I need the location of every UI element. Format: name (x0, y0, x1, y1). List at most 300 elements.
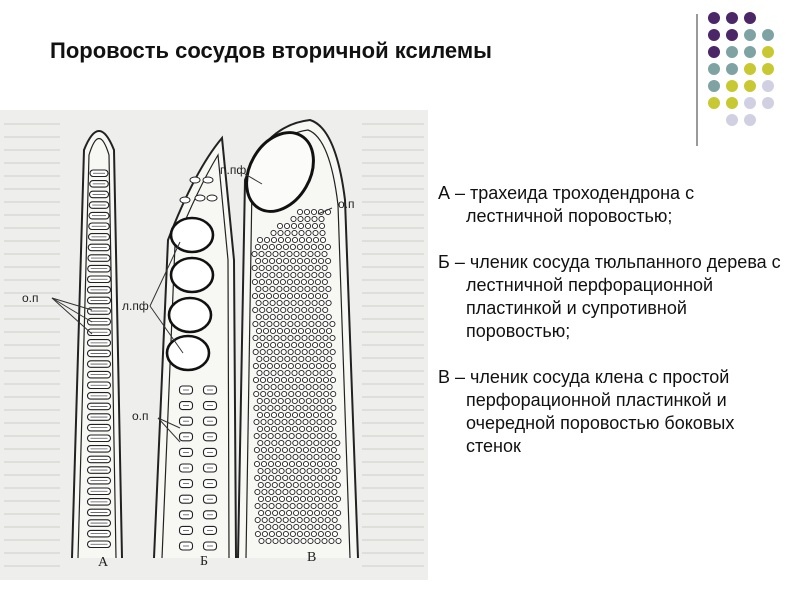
alternate-pit (253, 321, 258, 326)
alternate-pit (278, 230, 283, 235)
alternate-pit (335, 440, 340, 445)
alternate-pit (279, 454, 284, 459)
alternate-pit (262, 503, 267, 508)
alternate-pit (313, 230, 318, 235)
alternate-pit (280, 251, 285, 256)
alternate-pit (294, 524, 299, 529)
alternate-pit (254, 419, 259, 424)
alternate-pit (298, 216, 303, 221)
alternate-pit (306, 370, 311, 375)
alternate-pit (294, 293, 299, 298)
alternate-pit (267, 377, 272, 382)
alternate-pit (288, 335, 293, 340)
alternate-pit (275, 391, 280, 396)
decor-dot (708, 63, 720, 75)
alternate-pit (311, 209, 316, 214)
alternate-pit (314, 482, 319, 487)
alternate-pit (299, 370, 304, 375)
alternate-pit (314, 440, 319, 445)
alternate-pit (335, 454, 340, 459)
alternate-pit (276, 517, 281, 522)
alternate-pit (276, 489, 281, 494)
alternate-pit (273, 538, 278, 543)
alternate-pit (278, 356, 283, 361)
alternate-pit (287, 293, 292, 298)
alternate-pit (286, 426, 291, 431)
alternate-pit (325, 475, 330, 480)
alternate-pit (302, 307, 307, 312)
alternate-pit (280, 279, 285, 284)
alternate-pit (328, 482, 333, 487)
alternate-pit (323, 307, 328, 312)
alternate-pit (316, 335, 321, 340)
alternate-pit (332, 517, 337, 522)
panel-letter-c: В (307, 550, 317, 565)
alternate-pit (315, 510, 320, 515)
alternate-pit (258, 426, 263, 431)
alternate-pit (275, 461, 280, 466)
alternate-pit (276, 244, 281, 249)
alternate-pit (254, 405, 259, 410)
alternate-pit (265, 440, 270, 445)
alternate-pit (300, 482, 305, 487)
alternate-pit (305, 223, 310, 228)
alternate-pit (322, 265, 327, 270)
alternate-pit (269, 244, 274, 249)
alternate-pit (291, 286, 296, 291)
alternate-pit (326, 272, 331, 277)
alternate-pit (312, 300, 317, 305)
alternate-pit (296, 447, 301, 452)
alternate-pit (318, 475, 323, 480)
alternate-pit (271, 237, 276, 242)
alternate-pit (318, 244, 323, 249)
alternate-pit (256, 258, 261, 263)
figure-caption (438, 182, 790, 481)
alternate-pit (255, 475, 260, 480)
alternate-pit (322, 510, 327, 515)
alternate-pit (284, 328, 289, 333)
alternate-pit (298, 286, 303, 291)
alternate-pit (329, 510, 334, 515)
alternate-pit (261, 405, 266, 410)
alternate-pit (315, 279, 320, 284)
alternate-pit (263, 272, 268, 277)
alternate-pit (307, 454, 312, 459)
alternate-pit (277, 300, 282, 305)
alternate-pit (301, 251, 306, 256)
alternate-pit (330, 321, 335, 326)
alternate-pit (302, 377, 307, 382)
alternate-pit (307, 468, 312, 473)
alternate-pit (255, 531, 260, 536)
alternate-pit (323, 349, 328, 354)
alternate-pit (284, 272, 289, 277)
alternate-pit (312, 272, 317, 277)
alternate-pit (274, 335, 279, 340)
alternate-pit (255, 244, 260, 249)
decor-dot (744, 12, 756, 24)
alternate-pit (261, 391, 266, 396)
decor-dot (726, 97, 738, 109)
alternate-pit (292, 230, 297, 235)
alternate-pit (272, 482, 277, 487)
alternate-pit (322, 524, 327, 529)
alternate-pit (260, 363, 265, 368)
decor-dot (744, 114, 756, 126)
alternate-pit (294, 279, 299, 284)
alternate-pit (302, 335, 307, 340)
alternate-pit (273, 251, 278, 256)
alternate-pit (331, 391, 336, 396)
alternate-pit (336, 538, 341, 543)
alternate-pit (264, 342, 269, 347)
alternate-pit (259, 251, 264, 256)
alternate-pit (272, 426, 277, 431)
alternate-pit (307, 426, 312, 431)
alternate-pit (274, 377, 279, 382)
alternate-pit (315, 265, 320, 270)
decor-dot (744, 97, 756, 109)
alternate-pit (295, 335, 300, 340)
alternate-pit (258, 440, 263, 445)
decor-dot (708, 97, 720, 109)
alternate-pit (280, 293, 285, 298)
alternate-pit (319, 272, 324, 277)
alternate-pit (305, 314, 310, 319)
alternate-pit (280, 510, 285, 515)
alternate-pit (258, 496, 263, 501)
alternate-pit (318, 503, 323, 508)
alternate-pit (252, 251, 257, 256)
decor-dot (726, 80, 738, 92)
alternate-pit (325, 517, 330, 522)
alternate-pit (314, 454, 319, 459)
decor-dot (708, 12, 720, 24)
alternate-pit (257, 370, 262, 375)
alternate-pit (260, 335, 265, 340)
alternate-pit (265, 454, 270, 459)
alternate-pit (282, 461, 287, 466)
alternate-pit (296, 405, 301, 410)
alternate-pit (288, 377, 293, 382)
alternate-pit (262, 531, 267, 536)
alternate-pit (270, 286, 275, 291)
alternate-pit (309, 321, 314, 326)
alternate-pit (293, 482, 298, 487)
decor-dot (726, 12, 738, 24)
alternate-pit (261, 433, 266, 438)
alternate-pit (302, 349, 307, 354)
alternate-pit (260, 377, 265, 382)
alternate-pit (306, 230, 311, 235)
alternate-pit (264, 398, 269, 403)
alternate-pit (271, 412, 276, 417)
alternate-pit (320, 398, 325, 403)
alternate-pit (266, 524, 271, 529)
decor-dot (744, 29, 756, 41)
alternate-pit (299, 237, 304, 242)
alternate-pit (331, 433, 336, 438)
alternate-pit (288, 363, 293, 368)
alternate-pit (321, 482, 326, 487)
alternate-pit (305, 300, 310, 305)
alternate-pit (276, 475, 281, 480)
alternate-pit (287, 279, 292, 284)
alternate-pit (331, 447, 336, 452)
alternate-pit (288, 321, 293, 326)
alternate-pit (299, 398, 304, 403)
alternate-pit (301, 265, 306, 270)
alternate-pit (282, 419, 287, 424)
alternate-pit (275, 419, 280, 424)
decor-dot (762, 29, 774, 41)
alternate-pit (269, 531, 274, 536)
alternate-pit (319, 216, 324, 221)
alternate-pit (289, 461, 294, 466)
slide-title: Поровость сосудов вторичной ксилемы (50, 38, 492, 63)
alternate-pit (307, 440, 312, 445)
alternate-pit (283, 531, 288, 536)
alternate-pit (310, 405, 315, 410)
alternate-pit (290, 475, 295, 480)
alternate-pit (255, 517, 260, 522)
alternate-pit (320, 230, 325, 235)
alternate-pit (320, 342, 325, 347)
alternate-pit (304, 244, 309, 249)
alternate-pit (278, 342, 283, 347)
alternate-pit (321, 426, 326, 431)
alternate-pit (281, 307, 286, 312)
alternate-pit (271, 356, 276, 361)
alternate-pit (256, 300, 261, 305)
alternate-pit (335, 496, 340, 501)
alternate-pit (321, 496, 326, 501)
alternate-pit (287, 251, 292, 256)
alternate-pit (309, 377, 314, 382)
decor-dot (762, 46, 774, 58)
alternate-pit (263, 328, 268, 333)
alternate-pit (276, 531, 281, 536)
alternate-pit (300, 496, 305, 501)
alternate-pit (323, 335, 328, 340)
alternate-pit (277, 314, 282, 319)
alternate-pit (253, 363, 258, 368)
alternate-pit (295, 377, 300, 382)
alternate-pit (319, 314, 324, 319)
alternate-pit (330, 349, 335, 354)
caption-c: В – членик сосуда клена с простой перфорационной пластинкой и очередной поровостью боковых стенок (438, 367, 735, 456)
alternate-pit (282, 433, 287, 438)
alternate-pit (283, 475, 288, 480)
alternate-pit (332, 531, 337, 536)
alternate-pit (262, 244, 267, 249)
label-bordered-pits-b: о.п (132, 409, 149, 423)
alternate-pit (312, 286, 317, 291)
alternate-pit (328, 468, 333, 473)
alternate-pit (320, 412, 325, 417)
alternate-pit (291, 216, 296, 221)
alternate-pit (308, 293, 313, 298)
alternate-pit (327, 398, 332, 403)
bordered-pit (180, 197, 190, 203)
alternate-pit (254, 447, 259, 452)
alternate-pit (302, 363, 307, 368)
alternate-pit (301, 538, 306, 543)
alternate-pit (285, 398, 290, 403)
alternate-pit (278, 237, 283, 242)
alternate-pit (258, 454, 263, 459)
alternate-pit (299, 230, 304, 235)
alternate-pit (278, 412, 283, 417)
alternate-pit (308, 279, 313, 284)
bordered-pit (195, 195, 205, 201)
alternate-pit (266, 251, 271, 256)
alternate-pit (303, 433, 308, 438)
alternate-pit (268, 419, 273, 424)
alternate-pit (288, 349, 293, 354)
alternate-pit (336, 510, 341, 515)
alternate-pit (264, 356, 269, 361)
alternate-pit (327, 412, 332, 417)
alternate-pit (290, 517, 295, 522)
alternate-pit (323, 377, 328, 382)
alternate-pit (278, 370, 283, 375)
alternate-pit (279, 482, 284, 487)
alternate-pit (313, 384, 318, 389)
alternate-pit (262, 517, 267, 522)
alternate-pit (316, 349, 321, 354)
alternate-pit (297, 503, 302, 508)
alternate-pit (264, 384, 269, 389)
alternate-pit (306, 384, 311, 389)
bordered-pit (190, 177, 200, 183)
alternate-pit (312, 328, 317, 333)
alternate-pit (322, 538, 327, 543)
alternate-pit (297, 517, 302, 522)
alternate-pit (264, 237, 269, 242)
decor-dot (744, 63, 756, 75)
xylem-illustration (0, 110, 428, 580)
alternate-pit (265, 426, 270, 431)
alternate-pit (284, 286, 289, 291)
alternate-pit (315, 524, 320, 529)
alternate-pit (282, 391, 287, 396)
alternate-pit (305, 272, 310, 277)
alternate-pit (314, 426, 319, 431)
alternate-pit (287, 265, 292, 270)
alternate-pit (299, 342, 304, 347)
alternate-pit (299, 384, 304, 389)
alternate-pit (270, 258, 275, 263)
alternate-pit (332, 503, 337, 508)
alternate-pit (316, 377, 321, 382)
alternate-pit (259, 510, 264, 515)
alternate-pit (308, 265, 313, 270)
alternate-pit (328, 496, 333, 501)
alternate-pit (290, 489, 295, 494)
alternate-pit (296, 419, 301, 424)
perforation-bar (167, 336, 209, 370)
alternate-pit (324, 447, 329, 452)
alternate-pit (326, 300, 331, 305)
alternate-pit (292, 384, 297, 389)
alternate-pit (269, 517, 274, 522)
alternate-pit (304, 503, 309, 508)
alternate-pit (318, 517, 323, 522)
alternate-pit (292, 398, 297, 403)
alternate-pit (314, 496, 319, 501)
label-bordered-pits-a: о.п (22, 291, 39, 305)
alternate-pit (270, 300, 275, 305)
alternate-pit (296, 391, 301, 396)
alternate-pit (254, 391, 259, 396)
alternate-pit (319, 328, 324, 333)
alternate-pit (317, 447, 322, 452)
alternate-pit (313, 237, 318, 242)
alternate-pit (253, 307, 258, 312)
alternate-pit (259, 293, 264, 298)
alternate-pit (294, 510, 299, 515)
alternate-pit (271, 230, 276, 235)
alternate-pit (277, 272, 282, 277)
alternate-pit (297, 475, 302, 480)
alternate-pit (272, 454, 277, 459)
alternate-pit (257, 398, 262, 403)
alternate-pit (273, 265, 278, 270)
alternate-pit (300, 440, 305, 445)
alternate-pit (270, 328, 275, 333)
alternate-pit (324, 419, 329, 424)
alternate-pit (289, 419, 294, 424)
alternate-pit (299, 412, 304, 417)
alternate-pit (256, 328, 261, 333)
alternate-pit (274, 307, 279, 312)
alternate-pit (286, 496, 291, 501)
alternate-pit (266, 538, 271, 543)
alternate-pit (259, 538, 264, 543)
alternate-pit (317, 461, 322, 466)
alternate-pit (311, 503, 316, 508)
alternate-pit (285, 384, 290, 389)
alternate-pit (282, 447, 287, 452)
alternate-pit (306, 356, 311, 361)
alternate-pit (302, 321, 307, 326)
alternate-pit (300, 426, 305, 431)
alternate-pit (323, 363, 328, 368)
alternate-pit (263, 286, 268, 291)
alternate-pit (279, 426, 284, 431)
alternate-pit (291, 272, 296, 277)
alternate-pit (293, 496, 298, 501)
alternate-pit (285, 356, 290, 361)
alternate-pit (308, 524, 313, 529)
alternate-pit (267, 321, 272, 326)
alternate-pit (280, 538, 285, 543)
alternate-pit (332, 489, 337, 494)
alternate-pit (271, 342, 276, 347)
decor-dot (744, 80, 756, 92)
alternate-pit (309, 349, 314, 354)
alternate-pit (306, 398, 311, 403)
alternate-pit (304, 517, 309, 522)
alternate-pit (327, 356, 332, 361)
alternate-pit (270, 314, 275, 319)
alternate-pit (266, 279, 271, 284)
alternate-pit (328, 454, 333, 459)
alternate-pit (311, 517, 316, 522)
alternate-pit (310, 419, 315, 424)
